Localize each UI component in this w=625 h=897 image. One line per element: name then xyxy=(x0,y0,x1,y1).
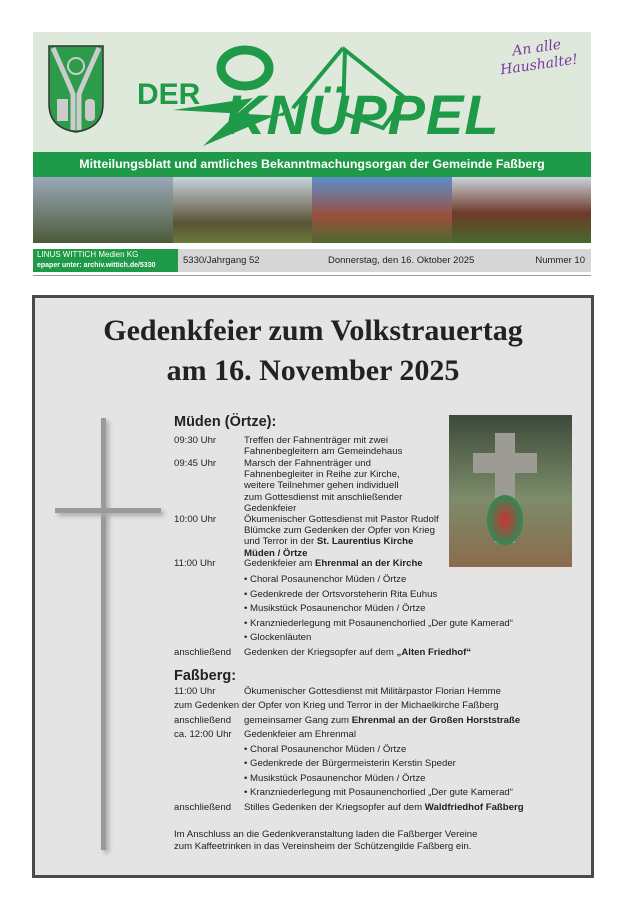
volume: 5330/Jahrgang 52 xyxy=(183,255,260,266)
event-text: Marsch der Fahnenträger und Fahnenbegleiter in Reihe zur Kirche, weitere Teilnehmer gehen individuell zum Gottesdienst mit anschließender Gedenkfeier xyxy=(244,458,403,514)
section-heading-mueden: Müden (Örtze): xyxy=(174,414,277,430)
logo-der: DER xyxy=(137,78,201,111)
photo-village xyxy=(33,177,173,243)
cross-bar xyxy=(55,508,161,513)
bullet-item: • Kranzniederlegung mit Posaunenchorlied „Der gute Kamerad“ xyxy=(244,787,513,798)
coat-of-arms-icon xyxy=(47,44,105,134)
event-text: Stilles Gedenken der Kriegsopfer auf dem Waldfriedhof Faßberg xyxy=(244,802,524,813)
epaper-link[interactable]: epaper unter: archiv.wittich.de/5330 xyxy=(37,262,156,269)
event-text: Treffen der Fahnenträger mit zwei Fahnenbegleitern am Gemeindehaus xyxy=(244,435,403,458)
closing-text: Im Anschluss an die Gedenkveranstaltung laden die Faßberger Vereine xyxy=(174,829,478,840)
article-title-line2: am 16. November 2025 xyxy=(166,354,460,387)
photo-church xyxy=(312,177,452,243)
closing-text: zum Kaffeetrinken in das Vereinsheim der Schützengilde Faßberg ein. xyxy=(174,841,472,852)
event-text: Gedenkfeier am Ehrenmal xyxy=(244,729,356,740)
time: anschließend xyxy=(174,715,232,726)
bullet-item: • Musikstück Posaunenchor Müden / Örtze xyxy=(244,603,426,614)
photo-strip xyxy=(33,177,591,243)
time: ca. 12:00 Uhr xyxy=(174,729,232,740)
publisher-box xyxy=(33,249,178,272)
bullet-item: • Gedenkrede der Ortsvorsteherin Rita Euhus xyxy=(244,589,438,600)
event-text: Ökumenischer Gottesdienst mit Militärpastor Florian Hemme xyxy=(244,686,501,697)
time: 11:00 Uhr xyxy=(174,558,216,569)
bullet-item: • Musikstück Posaunenchor Müden / Örtze xyxy=(244,773,426,784)
bullet-item: • Choral Posaunenchor Müden / Örtze xyxy=(244,744,407,755)
section-heading-fassberg: Faßberg: xyxy=(174,668,237,684)
time: anschließend xyxy=(174,802,232,813)
event-text: Gedenkfeier am Ehrenmal an der Kirche xyxy=(244,558,423,569)
event-text: gemeinsamer Gang zum Ehrenmal an der Großen Horststraße xyxy=(244,715,521,726)
event-text: Gedenken der Kriegsopfer auf dem „Alten Friedhof“ xyxy=(244,647,472,658)
event-text: Ökumenischer Gottesdienst mit Pastor Rudolf Blümcke zum Gedenken der Opfer von Krieg und Terror in der St. Laurentius Kirche Müden / Örtze xyxy=(244,514,439,559)
photo-timber-house xyxy=(452,177,592,243)
cross-icon xyxy=(101,418,106,850)
event-text: zum Gedenken der Opfer von Krieg und Terror in der Michaelkirche Faßberg xyxy=(174,700,499,711)
issue-date: Donnerstag, den 16. Oktober 2025 xyxy=(328,255,475,266)
article-title-line1: Gedenkfeier zum Volkstrauertag xyxy=(103,314,523,347)
masthead xyxy=(33,32,591,152)
issue-number: Nummer 10 xyxy=(535,255,585,266)
memorial-photo xyxy=(449,415,572,567)
divider xyxy=(33,275,591,276)
bullet-item: • Gedenkrede der Bürgermeisterin Kerstin Speder xyxy=(244,758,456,769)
info-bar xyxy=(33,249,591,272)
photo-farmhouse xyxy=(173,177,313,243)
bullet-item: • Choral Posaunenchor Müden / Örtze xyxy=(244,574,407,585)
time: 11:00 Uhr xyxy=(174,686,216,697)
time: 09:30 Uhr xyxy=(174,435,217,446)
time: anschließend xyxy=(174,647,232,658)
logo-name: KNÜPPEL xyxy=(225,83,500,146)
publisher-name: LINUS WITTICH Medien KG xyxy=(37,250,139,259)
time: 10:00 Uhr xyxy=(174,514,217,525)
bullet-item: • Glockenläuten xyxy=(244,632,312,643)
handwritten-note: An alle Haushalte! xyxy=(499,36,579,79)
bullet-item: • Kranzniederlegung mit Posaunenchorlied „Der gute Kamerad“ xyxy=(244,618,513,629)
tagline: Mitteilungsblatt und amtliches Bekanntmachungsorgan der Gemeinde Faßberg xyxy=(33,152,591,177)
time: 09:45 Uhr xyxy=(174,458,217,469)
